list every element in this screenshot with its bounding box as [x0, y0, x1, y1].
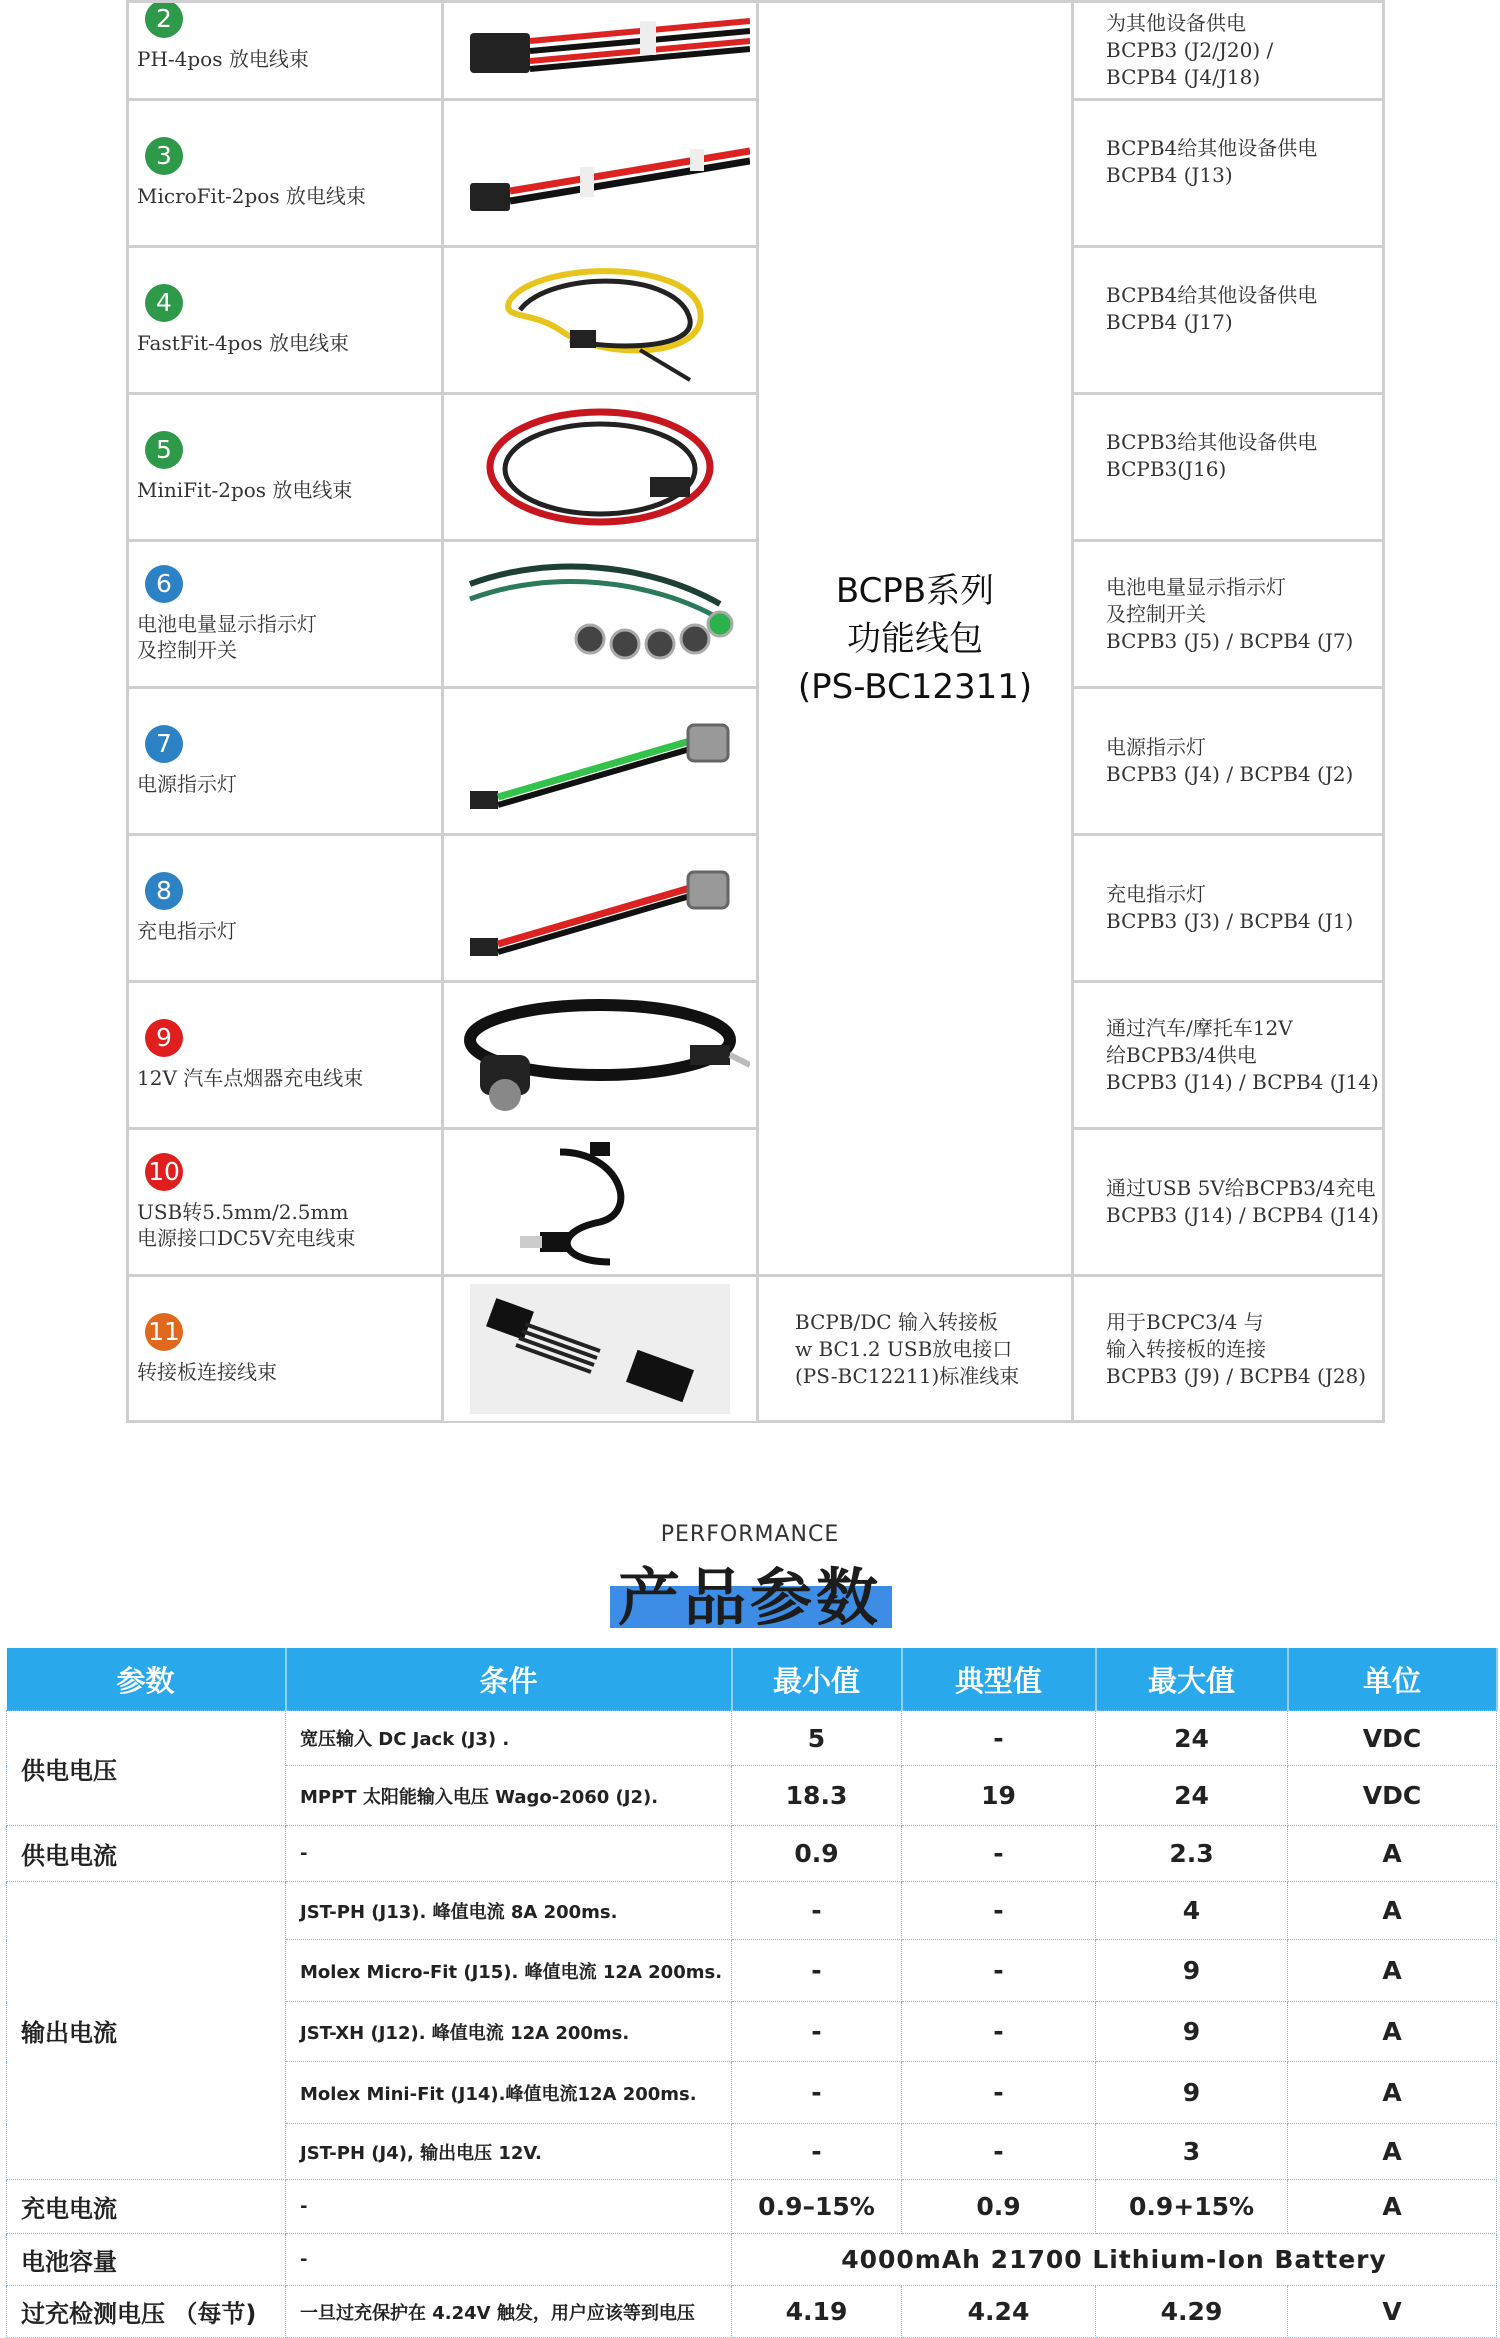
cable-image-cell [441, 686, 756, 833]
spec-unit-cell: A [1288, 2062, 1497, 2124]
cable-name-cell [126, 392, 441, 539]
spec-max-cell: 4 [1096, 1882, 1288, 1940]
cable-description-cell [1071, 980, 1385, 1127]
cable-table [126, 0, 1385, 1423]
spec-unit-cell: A [1288, 2124, 1497, 2180]
cable-number-badge: 4 [145, 284, 183, 322]
spec-header-cell: 最小值 [732, 1648, 902, 1711]
spec-header-cell: 条件 [286, 1648, 732, 1711]
spec-wide-value-cell: 4000mAh 21700 Lithium-Ion Battery [732, 2234, 1497, 2286]
cable-description-cell [1071, 245, 1385, 392]
spec-row [7, 1826, 1497, 1882]
cable-image-cell [441, 1274, 756, 1421]
cable-name: 电池电量显示指示灯 及控制开关 [137, 612, 317, 662]
spec-max-cell: 24 [1096, 1766, 1288, 1826]
cable-description-cell [1071, 539, 1385, 686]
spec-max-cell: 3 [1096, 2124, 1288, 2180]
power-led-cable-icon [450, 691, 750, 831]
cable-number-badge: 6 [145, 565, 183, 603]
cable-number-badge: 10 [145, 1153, 183, 1191]
cable-description: 用于BCPC3/4 与 输入转接板的连接 BCPB3 (J9) / BCPB4 (J28) [1106, 1309, 1367, 1388]
spec-condition-cell: JST-PH (J13). 峰值电流 8A 200ms. [286, 1882, 732, 1940]
cable-description: 充电指示灯 BCPB3 (J3) / BCPB4 (J1) [1106, 882, 1354, 933]
charge-led-cable-icon [450, 838, 750, 978]
adapter-label: BCPB/DC 输入转接板 w BC1.2 USB放电接口 (PS-BC12211)标准线束 [795, 1309, 1020, 1388]
spec-min-cell: 0.9–15% [732, 2180, 902, 2234]
spec-typ-cell: - [902, 2002, 1096, 2062]
spec-condition-cell: Molex Mini-Fit (J14).峰值电流12A 200ms. [286, 2062, 732, 2124]
spec-max-cell: 0.9+15% [1096, 2180, 1288, 2234]
indicator-leds-icon [450, 544, 750, 684]
spec-header-cell: 参数 [7, 1648, 286, 1711]
spec-condition-cell: 一旦过充保护在 4.24V 触发，用户应该等到电压 [286, 2286, 732, 2338]
cable-name: 12V 汽车点烟器充电线束 [137, 1066, 364, 1090]
adapter-label-cell [756, 1274, 1071, 1421]
spec-max-cell: 9 [1096, 2062, 1288, 2124]
spec-min-cell: 18.3 [732, 1766, 902, 1826]
spec-unit-cell: A [1288, 1882, 1497, 1940]
spec-max-cell: 4.29 [1096, 2286, 1288, 2338]
spec-param-cell: 供电电流 [7, 1826, 286, 1882]
spec-row [7, 1711, 1497, 1766]
cable-name: FastFit-4pos 放电线束 [137, 331, 350, 355]
spec-typ-cell: - [902, 1826, 1096, 1882]
spec-header-cell: 典型值 [902, 1648, 1096, 1711]
cable-number-badge: 8 [145, 872, 183, 910]
cable-name: MicroFit-2pos 放电线束 [137, 184, 366, 208]
spec-max-cell: 9 [1096, 2002, 1288, 2062]
cable-name-cell [126, 0, 441, 98]
cable-description-cell [1071, 1127, 1385, 1274]
spec-unit-cell: A [1288, 1826, 1497, 1882]
cable-description: BCPB3给其他设备供电 BCPB3(J16) [1106, 430, 1318, 481]
spec-max-cell: 9 [1096, 1940, 1288, 2002]
cable-number-badge: 5 [145, 431, 183, 469]
cable-name-cell [126, 1127, 441, 1274]
spec-table [6, 1648, 1498, 2338]
cable-description: 通过USB 5V给BCPB3/4充电 BCPB3 (J14) / BCPB4 (J14) [1106, 1176, 1379, 1227]
cable-number-badge: 7 [145, 725, 183, 763]
cable-description-cell [1071, 833, 1385, 980]
cable-name: 转接板连接线束 [137, 1360, 277, 1384]
spec-unit-cell: V [1288, 2286, 1497, 2338]
cable-description-cell [1071, 1274, 1385, 1421]
spec-typ-cell: - [902, 1940, 1096, 2002]
cable-description: 电源指示灯 BCPB3 (J4) / BCPB4 (J2) [1106, 735, 1354, 786]
cable-image-cell [441, 98, 756, 245]
spec-max-cell: 24 [1096, 1711, 1288, 1766]
pack-label-cell [756, 0, 1071, 1274]
spec-typ-cell: 19 [902, 1766, 1096, 1826]
spec-min-cell: - [732, 1882, 902, 1940]
cable-name: USB转5.5mm/2.5mm 电源接口DC5V充电线束 [137, 1200, 356, 1250]
spec-min-cell: - [732, 2124, 902, 2180]
spec-condition-cell: - [286, 1826, 732, 1882]
ribbon-cable-icon [450, 1279, 750, 1419]
cable-minifit-icon [450, 397, 750, 537]
cable-microfit-icon [450, 103, 750, 243]
section-subtitle: PERFORMANCE [660, 1522, 840, 1547]
cable-description-cell [1071, 98, 1385, 245]
cable-number-badge: 9 [145, 1019, 183, 1057]
spec-typ-cell: 0.9 [902, 2180, 1096, 2234]
cable-number-badge: 2 [145, 0, 183, 38]
cable-image-cell [441, 539, 756, 686]
spec-condition-cell: 宽压输入 DC Jack (J3) . [286, 1711, 732, 1766]
cable-image-cell [441, 980, 756, 1127]
cable-image-cell [441, 1127, 756, 1274]
spec-condition-cell: MPPT 太阳能输入电压 Wago-2060 (J2). [286, 1766, 732, 1826]
spec-header-row [7, 1648, 1497, 1711]
spec-row [7, 2286, 1497, 2338]
cable-description-cell [1071, 686, 1385, 833]
cable-name: 充电指示灯 [137, 919, 237, 943]
cable-description: 为其他设备供电 BCPB3 (J2/J20) / BCPB4 (J4/J18) [1106, 11, 1274, 89]
spec-unit-cell: VDC [1288, 1766, 1497, 1826]
cable-image-cell [441, 0, 756, 98]
spec-min-cell: - [732, 2062, 902, 2124]
spec-min-cell: 0.9 [732, 1826, 902, 1882]
cable-name: 电源指示灯 [137, 772, 237, 796]
cable-fastfit-icon [450, 250, 750, 390]
spec-row [7, 2180, 1497, 2234]
cable-name: PH-4pos 放电线束 [137, 46, 309, 71]
spec-param-cell: 供电电压 [7, 1711, 286, 1826]
cable-name-cell [126, 980, 441, 1127]
spec-typ-cell: - [902, 2124, 1096, 2180]
spec-unit-cell: A [1288, 1940, 1497, 2002]
spec-condition-cell: JST-PH (J4), 输出电压 12V. [286, 2124, 732, 2180]
section-title: 产品参数 [617, 1561, 882, 1634]
spec-unit-cell: VDC [1288, 1711, 1497, 1766]
spec-condition-cell: - [286, 2180, 732, 2234]
spec-condition-cell: JST-XH (J12). 峰值电流 12A 200ms. [286, 2002, 732, 2062]
spec-unit-cell: A [1288, 2002, 1497, 2062]
cable-description-cell [1071, 0, 1385, 98]
spec-min-cell: 5 [732, 1711, 902, 1766]
pack-label: BCPB系列 功能线包 (PS-BC12311) [797, 570, 1033, 707]
cable-name-cell [126, 1274, 441, 1421]
spec-header-cell: 最大值 [1096, 1648, 1288, 1711]
spec-typ-cell: - [902, 1711, 1096, 1766]
car-charger-cable-icon [450, 985, 750, 1125]
spec-param-cell: 电池容量 [7, 2234, 286, 2286]
spec-typ-cell: 4.24 [902, 2286, 1096, 2338]
spec-row [7, 1882, 1497, 1940]
spec-max-cell: 2.3 [1096, 1826, 1288, 1882]
spec-min-cell: 4.19 [732, 2286, 902, 2338]
cable-ph4-icon [450, 0, 750, 98]
spec-typ-cell: - [902, 2062, 1096, 2124]
spec-header-cell: 单位 [1288, 1648, 1497, 1711]
cable-image-cell [441, 833, 756, 980]
cable-number-badge: 11 [145, 1313, 183, 1351]
spec-row [7, 2234, 1497, 2286]
cable-name-cell [126, 98, 441, 245]
cable-image-cell [441, 392, 756, 539]
cable-name-cell [126, 539, 441, 686]
cable-description: BCPB4给其他设备供电 BCPB4 (J17) [1106, 283, 1318, 334]
spec-param-cell: 充电电流 [7, 2180, 286, 2234]
spec-typ-cell: - [902, 1882, 1096, 1940]
spec-param-cell: 输出电流 [7, 1882, 286, 2180]
cable-name-cell [126, 245, 441, 392]
cable-description: 电池电量显示指示灯 及控制开关 BCPB3 (J5) / BCPB4 (J7) [1106, 574, 1354, 653]
cable-name-cell [126, 686, 441, 833]
spec-param-cell: 过充检测电压 （每节) [7, 2286, 286, 2338]
cable-image-cell [441, 245, 756, 392]
spec-condition-cell: - [286, 2234, 732, 2286]
spec-min-cell: - [732, 2002, 902, 2062]
spec-condition-cell: Molex Micro-Fit (J15). 峰值电流 12A 200ms. [286, 1940, 732, 2002]
spec-min-cell: - [732, 1940, 902, 2002]
usb-cable-icon [450, 1132, 750, 1272]
cable-description-cell [1071, 392, 1385, 539]
cable-name-cell [126, 833, 441, 980]
cable-name: MiniFit-2pos 放电线束 [137, 478, 353, 502]
cable-description: 通过汽车/摩托车12V 给BCPB3/4供电 BCPB3 (J14) / BCPB4 (J14) [1106, 1015, 1379, 1094]
cable-number-badge: 3 [145, 137, 183, 175]
cable-description: BCPB4给其他设备供电 BCPB4 (J13) [1106, 136, 1318, 187]
spec-unit-cell: A [1288, 2180, 1497, 2234]
